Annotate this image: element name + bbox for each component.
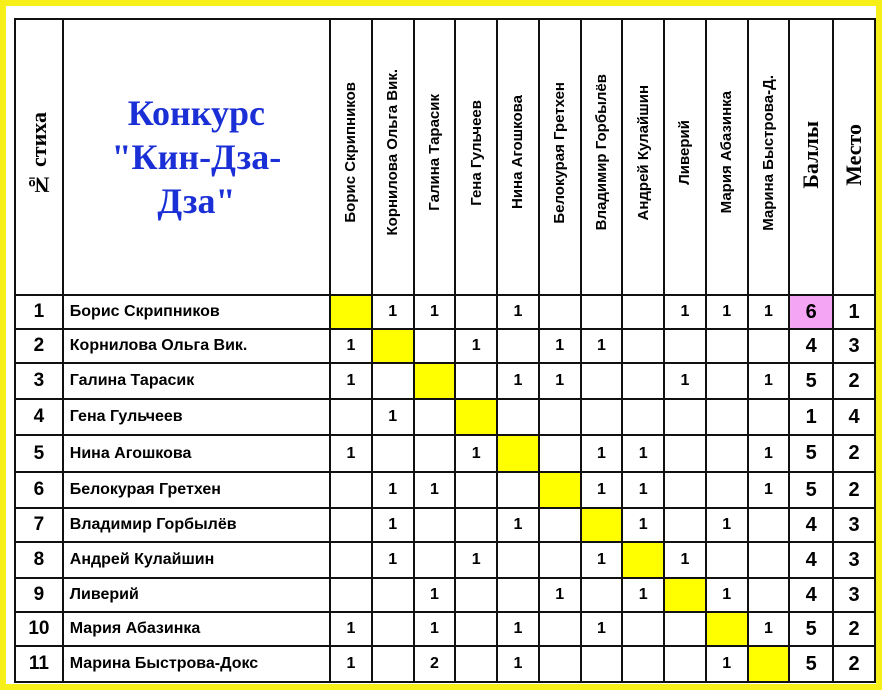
place-cell: 2 [833, 646, 875, 682]
poem-number: 9 [15, 578, 63, 612]
vote-cell: 1 [330, 329, 372, 363]
vote-cell [539, 295, 581, 329]
vote-cell: 1 [622, 472, 664, 508]
vote-cell [497, 472, 539, 508]
place-cell: 1 [833, 295, 875, 329]
poem-number: 1 [15, 295, 63, 329]
points-header-label: Баллы [798, 120, 824, 189]
title-cell [63, 19, 330, 295]
table-row [15, 472, 875, 508]
points-cell: 5 [789, 472, 833, 508]
vote-cell: 1 [748, 612, 790, 646]
table-row [15, 612, 875, 646]
vote-cell [706, 472, 748, 508]
vote-cell [748, 578, 790, 612]
vote-cell: 1 [706, 295, 748, 329]
vote-cell: 1 [455, 542, 497, 578]
contest-title [64, 91, 329, 223]
participant-header [581, 19, 623, 295]
points-cell: 1 [789, 399, 833, 435]
participant-name: Мария Абазинка [718, 91, 736, 214]
vote-cell [706, 542, 748, 578]
table-row [15, 435, 875, 472]
vote-cell [539, 435, 581, 472]
vote-cell: 1 [414, 295, 456, 329]
header-row [15, 19, 875, 295]
poem-number: 10 [15, 612, 63, 646]
vote-cell [622, 646, 664, 682]
vote-cell: 1 [497, 363, 539, 399]
poem-number: 8 [15, 542, 63, 578]
vote-cell: 1 [372, 399, 414, 435]
self-vote-cell [455, 399, 497, 435]
vote-cell [455, 508, 497, 542]
vote-cell [455, 646, 497, 682]
vote-cell: 1 [581, 472, 623, 508]
vote-cell: 1 [539, 363, 581, 399]
num-header [15, 19, 63, 295]
points-cell: 6 [789, 295, 833, 329]
participant-name: Ливерий [676, 120, 694, 185]
vote-cell: 1 [330, 363, 372, 399]
self-vote-cell [539, 472, 581, 508]
table-row [15, 399, 875, 435]
participant-header [414, 19, 456, 295]
vote-cell [372, 578, 414, 612]
vote-cell [581, 363, 623, 399]
vote-cell [455, 363, 497, 399]
vote-cell [455, 472, 497, 508]
vote-cell: 1 [414, 612, 456, 646]
author-name: Андрей Кулайшин [63, 542, 330, 578]
vote-cell: 1 [748, 363, 790, 399]
vote-cell [539, 646, 581, 682]
participant-name: Корнилова Ольга Вик. [384, 69, 402, 236]
vote-cell: 1 [497, 646, 539, 682]
self-vote-cell [372, 329, 414, 363]
vote-cell [330, 542, 372, 578]
vote-cell [372, 646, 414, 682]
vote-cell: 1 [664, 542, 706, 578]
self-vote-cell [581, 508, 623, 542]
author-name: Корнилова Ольга Вик. [63, 329, 330, 363]
place-cell: 3 [833, 508, 875, 542]
participant-header [664, 19, 706, 295]
vote-cell: 1 [622, 435, 664, 472]
vote-cell [706, 435, 748, 472]
participant-header [622, 19, 664, 295]
vote-cell [664, 435, 706, 472]
vote-cell: 1 [706, 646, 748, 682]
points-cell: 5 [789, 363, 833, 399]
self-vote-cell [748, 646, 790, 682]
vote-cell [664, 646, 706, 682]
vote-cell: 1 [622, 508, 664, 542]
vote-cell [414, 435, 456, 472]
poem-number: 7 [15, 508, 63, 542]
author-name: Борис Скрипников [63, 295, 330, 329]
place-cell: 2 [833, 435, 875, 472]
vote-cell [581, 295, 623, 329]
points-cell: 4 [789, 329, 833, 363]
vote-cell: 1 [330, 435, 372, 472]
vote-cell [706, 329, 748, 363]
vote-cell: 1 [581, 435, 623, 472]
author-name: Белокурая Гретхен [63, 472, 330, 508]
vote-cell: 1 [581, 542, 623, 578]
title-line: Конкурс [127, 93, 266, 133]
vote-cell [497, 542, 539, 578]
table-row [15, 508, 875, 542]
author-name: Гена Гульчеев [63, 399, 330, 435]
vote-cell [372, 612, 414, 646]
place-cell: 4 [833, 399, 875, 435]
title-line: "Кин-Дза- [111, 137, 282, 177]
author-name: Марина Быстрова-Докс [63, 646, 330, 682]
poem-number: 4 [15, 399, 63, 435]
participant-name: Борис Скрипников [342, 82, 360, 223]
vote-cell [664, 399, 706, 435]
place-cell: 2 [833, 363, 875, 399]
vote-cell: 1 [622, 578, 664, 612]
vote-cell [748, 329, 790, 363]
vote-cell [664, 612, 706, 646]
poem-number: 2 [15, 329, 63, 363]
points-cell: 4 [789, 578, 833, 612]
vote-cell: 1 [539, 329, 581, 363]
vote-cell: 1 [372, 295, 414, 329]
vote-cell: 1 [497, 612, 539, 646]
title-line: Дза" [157, 181, 236, 221]
vote-cell [330, 399, 372, 435]
author-name: Владимир Горбылёв [63, 508, 330, 542]
participant-name: Владимир Горбылёв [592, 74, 610, 231]
place-header-label: Место [841, 123, 867, 186]
participant-header [539, 19, 581, 295]
vote-cell [748, 399, 790, 435]
participant-name: Нина Агошкова [509, 95, 527, 210]
participant-name: Гена Гульчеев [467, 99, 485, 206]
vote-cell [622, 363, 664, 399]
vote-cell [664, 329, 706, 363]
poem-number: 6 [15, 472, 63, 508]
participant-name: Андрей Кулайшин [634, 84, 652, 221]
points-header [789, 19, 833, 295]
vote-cell: 1 [497, 295, 539, 329]
vote-cell [497, 578, 539, 612]
vote-cell: 1 [748, 435, 790, 472]
table-row [15, 363, 875, 399]
poem-number: 3 [15, 363, 63, 399]
vote-cell [414, 542, 456, 578]
participant-header [748, 19, 790, 295]
table-row [15, 542, 875, 578]
author-name: Нина Агошкова [63, 435, 330, 472]
table-row [15, 646, 875, 682]
vote-cell [622, 295, 664, 329]
vote-cell: 1 [497, 508, 539, 542]
vote-cell [539, 542, 581, 578]
participant-header [372, 19, 414, 295]
vote-cell [581, 646, 623, 682]
vote-cell: 1 [539, 578, 581, 612]
place-header [833, 19, 875, 295]
vote-cell: 1 [372, 508, 414, 542]
vote-cell [455, 578, 497, 612]
participant-header [497, 19, 539, 295]
vote-cell: 1 [414, 578, 456, 612]
points-cell: 5 [789, 646, 833, 682]
participant-name: Галина Тарасик [425, 94, 443, 211]
vote-cell [414, 508, 456, 542]
vote-cell [539, 508, 581, 542]
vote-cell [622, 399, 664, 435]
table-row [15, 295, 875, 329]
author-name: Ливерий [63, 578, 330, 612]
num-header-label: № стиха [25, 111, 51, 198]
vote-cell [748, 508, 790, 542]
vote-cell [497, 329, 539, 363]
vote-cell [330, 508, 372, 542]
vote-cell [414, 399, 456, 435]
vote-cell [622, 329, 664, 363]
place-cell: 2 [833, 472, 875, 508]
vote-cell [664, 472, 706, 508]
vote-cell: 1 [372, 542, 414, 578]
vote-cell: 1 [581, 329, 623, 363]
participant-name: Белокурая Гретхен [551, 81, 569, 224]
author-name: Мария Абазинка [63, 612, 330, 646]
vote-cell: 1 [748, 295, 790, 329]
vote-cell: 1 [330, 646, 372, 682]
points-cell: 4 [789, 508, 833, 542]
place-cell: 3 [833, 542, 875, 578]
vote-cell [330, 472, 372, 508]
points-cell: 4 [789, 542, 833, 578]
self-vote-cell [622, 542, 664, 578]
participant-header [330, 19, 372, 295]
vote-cell: 1 [455, 435, 497, 472]
participant-header [706, 19, 748, 295]
self-vote-cell [330, 295, 372, 329]
vote-cell: 1 [581, 612, 623, 646]
self-vote-cell [664, 578, 706, 612]
vote-cell [497, 399, 539, 435]
vote-cell [706, 399, 748, 435]
vote-cell: 1 [664, 363, 706, 399]
vote-cell [455, 295, 497, 329]
vote-cell [372, 363, 414, 399]
vote-cell: 1 [414, 472, 456, 508]
vote-cell [539, 612, 581, 646]
table-row [15, 578, 875, 612]
table-row [15, 329, 875, 363]
participant-header [455, 19, 497, 295]
vote-cell [372, 435, 414, 472]
author-name: Галина Тарасик [63, 363, 330, 399]
vote-cell: 1 [455, 329, 497, 363]
points-cell: 5 [789, 435, 833, 472]
poem-number: 5 [15, 435, 63, 472]
place-cell: 2 [833, 612, 875, 646]
vote-cell [330, 578, 372, 612]
vote-cell [748, 542, 790, 578]
vote-cell: 1 [748, 472, 790, 508]
poem-number: 11 [15, 646, 63, 682]
vote-cell [581, 399, 623, 435]
vote-cell: 1 [706, 508, 748, 542]
points-cell: 5 [789, 612, 833, 646]
vote-cell: 2 [414, 646, 456, 682]
vote-cell: 1 [664, 295, 706, 329]
place-cell: 3 [833, 578, 875, 612]
vote-cell [539, 399, 581, 435]
vote-cell [664, 508, 706, 542]
self-vote-cell [497, 435, 539, 472]
self-vote-cell [414, 363, 456, 399]
vote-cell: 1 [706, 578, 748, 612]
vote-cell [706, 363, 748, 399]
participant-name: Марина Быстрова-Д. [759, 74, 777, 231]
vote-cell [622, 612, 664, 646]
vote-cell [455, 612, 497, 646]
vote-cell: 1 [372, 472, 414, 508]
score-table [14, 18, 876, 683]
vote-cell [581, 578, 623, 612]
vote-cell: 1 [330, 612, 372, 646]
place-cell: 3 [833, 329, 875, 363]
vote-cell [414, 329, 456, 363]
self-vote-cell [706, 612, 748, 646]
